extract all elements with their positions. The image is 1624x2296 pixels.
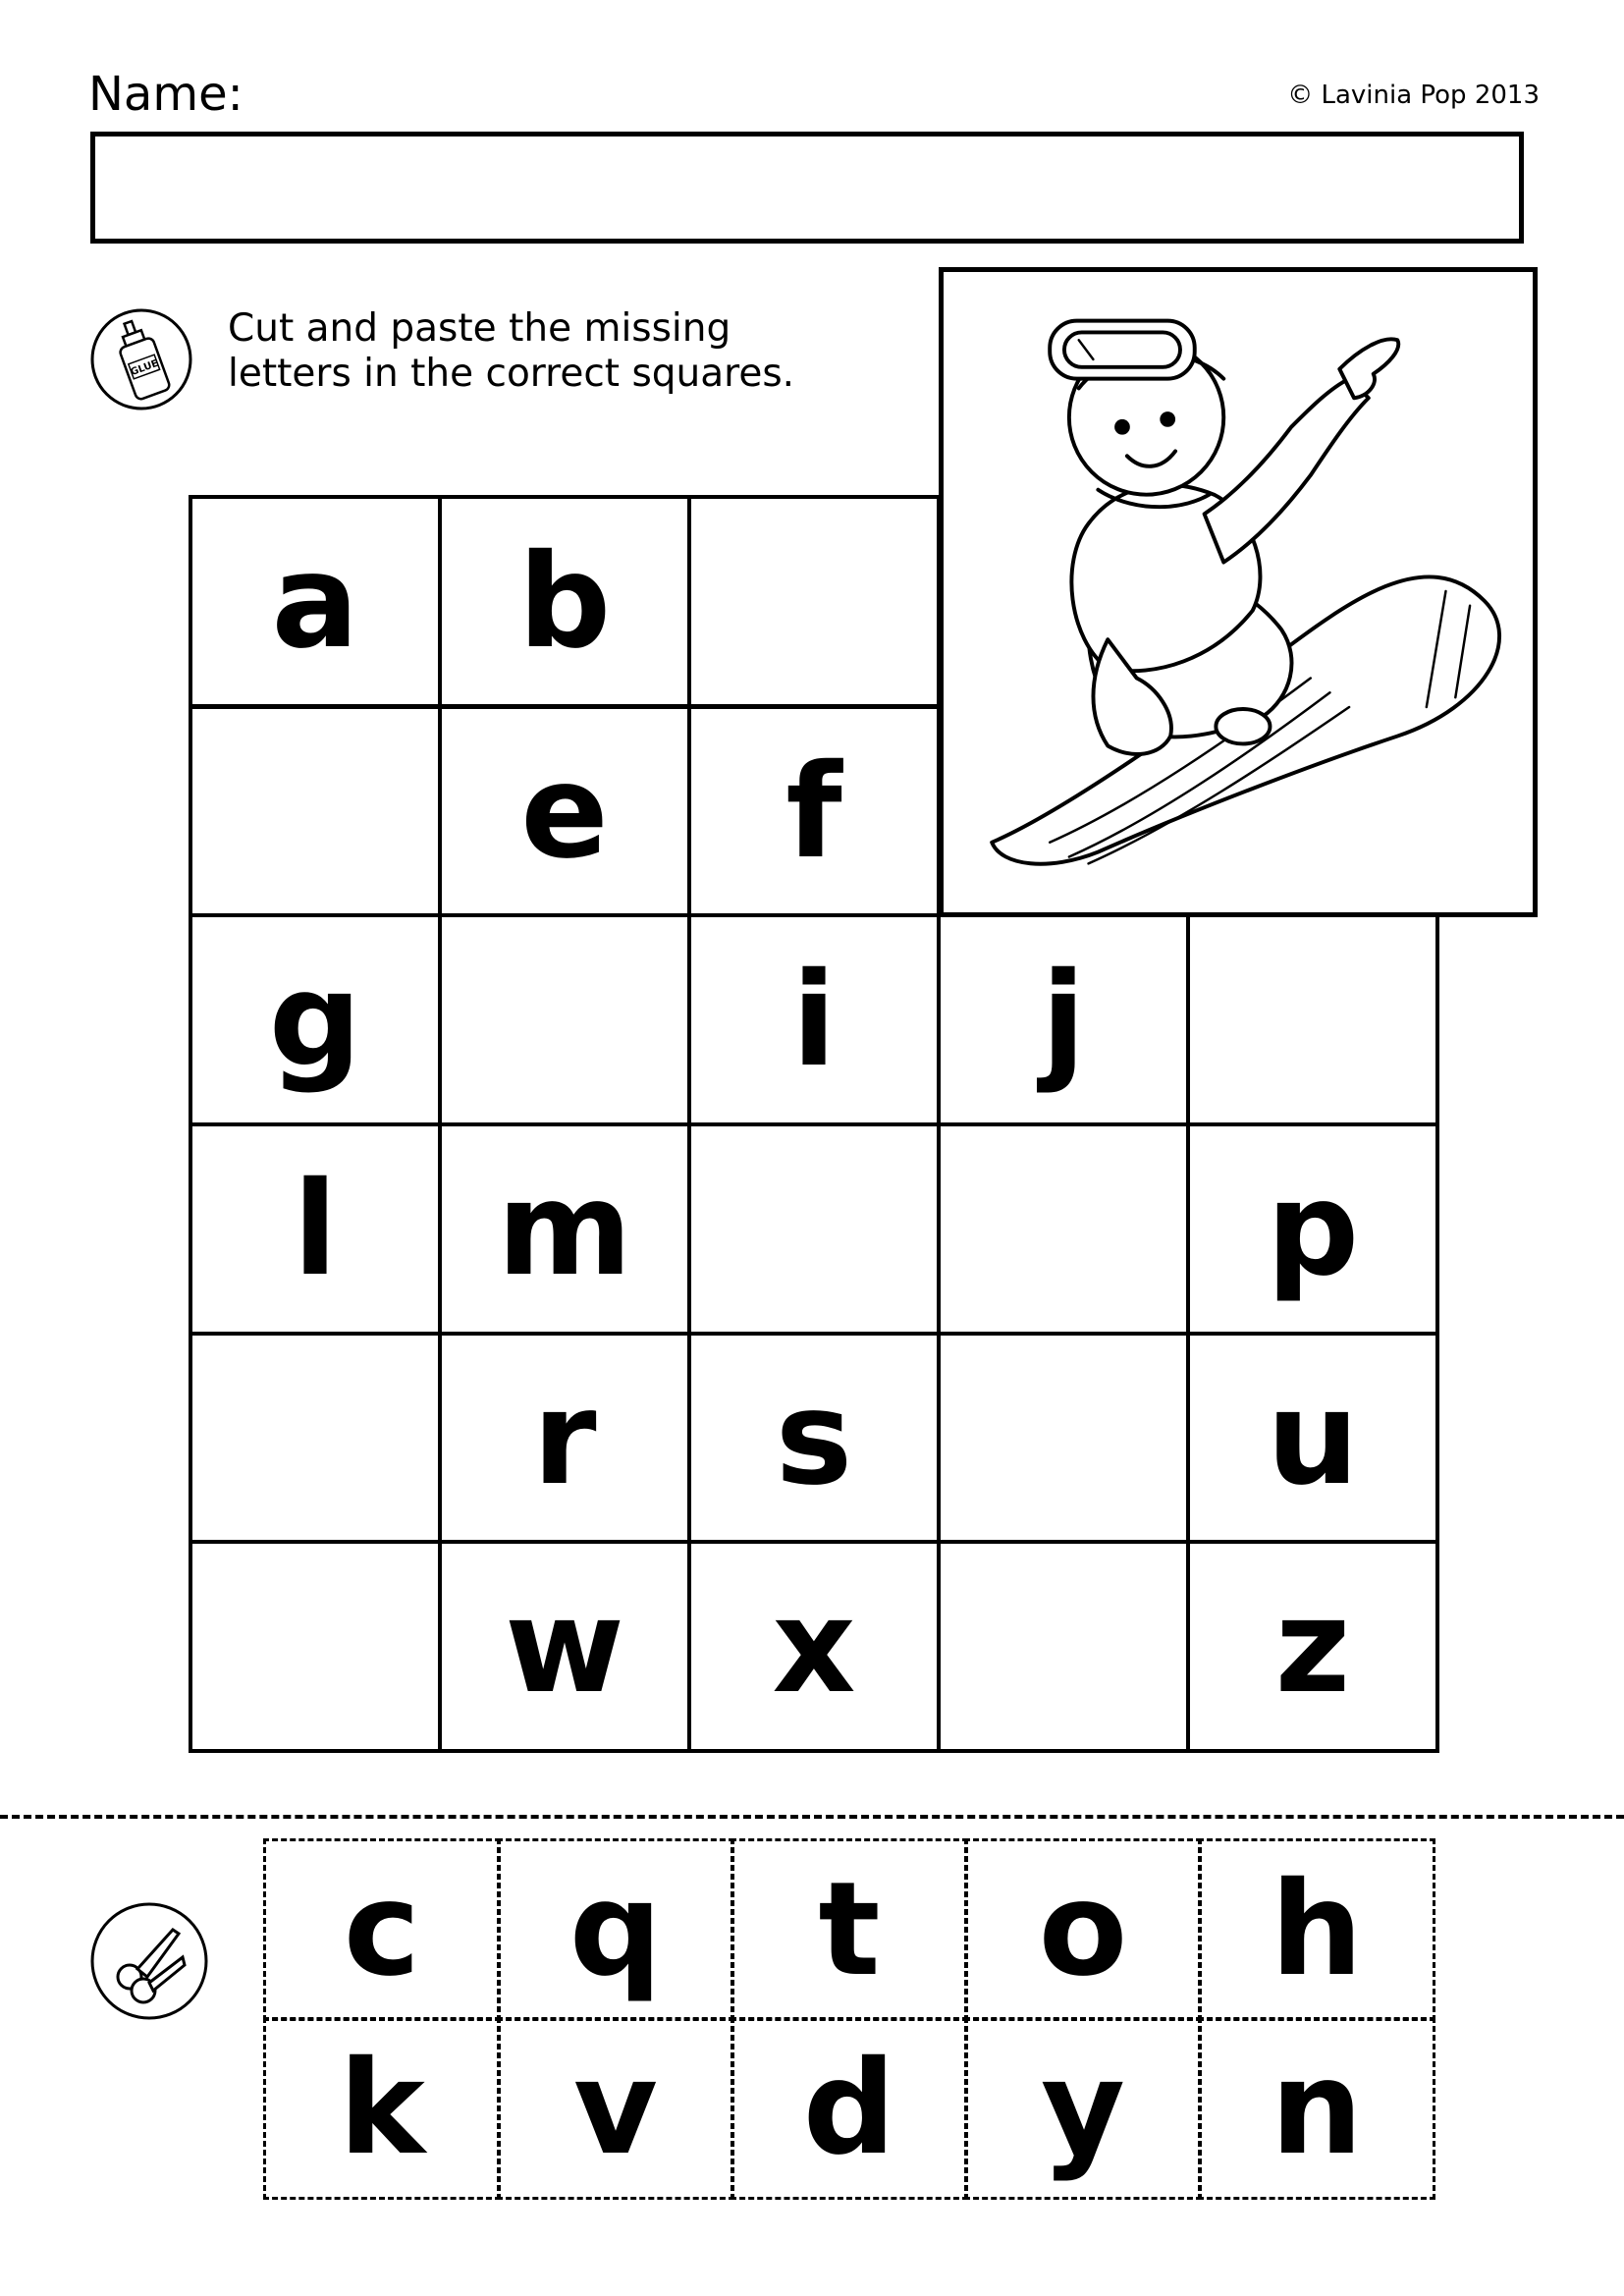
grid-letter: e xyxy=(520,736,609,888)
cutout-letter: n xyxy=(1271,2033,1363,2184)
cutout-tile[interactable] xyxy=(964,2017,1202,2200)
glue-bottle-icon xyxy=(88,306,194,412)
glue-label-text: GLUE xyxy=(129,357,160,379)
grid-cell[interactable] xyxy=(438,495,691,708)
grid-letter: i xyxy=(791,944,837,1096)
grid-cell[interactable] xyxy=(438,1122,691,1336)
grid-cell[interactable] xyxy=(687,495,941,708)
cutout-tile[interactable] xyxy=(964,1838,1202,2021)
grid-letter: x xyxy=(772,1570,856,1722)
cutout-tile[interactable] xyxy=(731,1838,968,2021)
grid-letter: r xyxy=(532,1362,597,1514)
grid-cell[interactable] xyxy=(189,1122,442,1336)
grid-letter: w xyxy=(505,1570,624,1722)
cutout-tile[interactable] xyxy=(1198,2017,1435,2200)
cutout-letter: k xyxy=(339,2033,425,2184)
grid-cell[interactable] xyxy=(937,1122,1190,1336)
grid-cell[interactable] xyxy=(687,1332,941,1545)
cutout-letter: t xyxy=(818,1854,881,2005)
grid-cell[interactable] xyxy=(438,705,691,918)
grid-cell[interactable] xyxy=(438,913,691,1126)
grid-cell[interactable] xyxy=(438,1540,691,1753)
cutout-letter: y xyxy=(1040,2033,1126,2184)
grid-cell[interactable] xyxy=(937,1332,1190,1545)
grid-cell[interactable] xyxy=(937,913,1190,1126)
name-label: Name: xyxy=(88,67,244,122)
grid-cell[interactable] xyxy=(1186,1332,1439,1545)
cutout-letter: v xyxy=(572,2033,659,2184)
scissors-icon xyxy=(88,1900,210,2022)
cutout-letter: o xyxy=(1038,1854,1128,2005)
grid-cell[interactable] xyxy=(1186,913,1439,1126)
snowboarder-icon xyxy=(944,272,1533,912)
grid-cell[interactable] xyxy=(189,495,442,708)
grid-cell[interactable] xyxy=(687,1122,941,1336)
grid-letter: l xyxy=(293,1153,338,1305)
grid-cell[interactable] xyxy=(1186,1122,1439,1336)
grid-letter: f xyxy=(785,736,842,888)
grid-letter: z xyxy=(1274,1570,1351,1722)
grid-letter: u xyxy=(1267,1362,1359,1514)
grid-letter: m xyxy=(497,1153,632,1305)
grid-cell[interactable] xyxy=(438,1332,691,1545)
cutout-letter: h xyxy=(1271,1854,1363,2005)
grid-letter: j xyxy=(1041,944,1086,1096)
grid-cell[interactable] xyxy=(189,705,442,918)
cutout-letter: c xyxy=(343,1854,421,2005)
grid-cell[interactable] xyxy=(189,1332,442,1545)
instructions-text xyxy=(228,306,794,397)
grid-cell[interactable] xyxy=(189,1540,442,1753)
grid-cell[interactable] xyxy=(687,1540,941,1753)
instructions-line-1: Cut and paste the missing xyxy=(228,306,731,351)
cutout-letter: q xyxy=(568,1854,663,2005)
grid-letter: g xyxy=(268,944,362,1096)
instructions-line-2: letters in the correct squares. xyxy=(228,352,795,396)
grid-cell[interactable] xyxy=(937,1540,1190,1753)
cutout-tile[interactable] xyxy=(497,1838,734,2021)
copyright-notice: © Lavinia Pop 2013 xyxy=(1287,81,1540,110)
cut-line xyxy=(0,1815,1624,1819)
grid-letter: a xyxy=(271,525,359,678)
grid-cell[interactable] xyxy=(189,913,442,1126)
cutout-letter: d xyxy=(802,2033,896,2184)
name-field[interactable] xyxy=(90,132,1524,244)
grid-letter: p xyxy=(1266,1153,1360,1305)
cutout-tile[interactable] xyxy=(731,2017,968,2200)
cutout-tile[interactable] xyxy=(497,2017,734,2200)
grid-cell[interactable] xyxy=(687,913,941,1126)
cutout-tile[interactable] xyxy=(263,2017,501,2200)
cutout-tile[interactable] xyxy=(1198,1838,1435,2021)
grid-cell[interactable] xyxy=(687,705,941,918)
cutout-tile[interactable] xyxy=(263,1838,501,2021)
grid-cell[interactable] xyxy=(1186,1540,1439,1753)
grid-letter: b xyxy=(517,525,612,678)
snowboarder-illustration xyxy=(939,267,1538,917)
grid-letter: s xyxy=(775,1362,853,1514)
